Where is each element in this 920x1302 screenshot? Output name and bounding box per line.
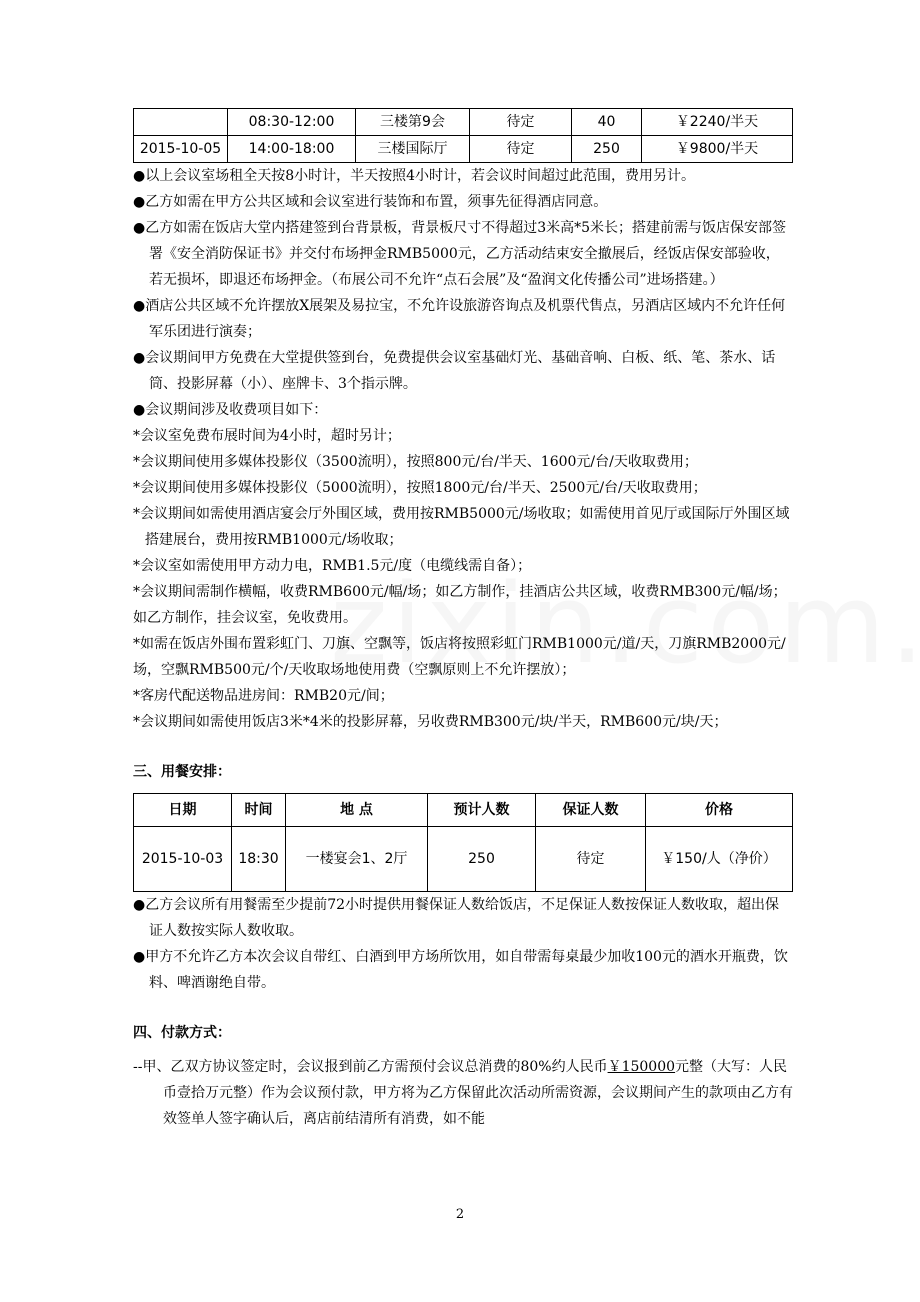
- cell-venue: 三楼第9会: [356, 109, 470, 136]
- fee-item: *客房代配送物品进房间：RMB20元/间；: [133, 688, 394, 704]
- header-price: 价格: [646, 794, 793, 827]
- payment-text-after: 元整（大写：人民币壹拾万元整）作为会议预付款，甲方将为乙方保留此次活动所需资源，会议期间产生的款项由乙方有效签单人签字确认后，离店前结清所有消费，如不能: [163, 1059, 793, 1127]
- note-paragraph: ●以上会议室场租全天按8小时计，半天按照4小时计，若会议时间超过此范围，费用另计。: [133, 168, 696, 184]
- fee-item: *会议室免费布展时间为4小时，超时另计；: [133, 428, 401, 444]
- cell-time: 14:00-18:00: [228, 136, 356, 163]
- section-heading-payment: 四、付款方式：: [133, 1025, 231, 1041]
- header-time: 时间: [232, 794, 286, 827]
- dining-table: [133, 793, 793, 892]
- section-heading-dining: 三、用餐安排：: [133, 764, 231, 780]
- fee-item: *会议期间使用多媒体投影仪（5000流明），按照1800元/台/半天、2500元/台/天收取费用；: [133, 480, 707, 496]
- cell-venue: 三楼国际厅: [356, 136, 470, 163]
- page-number: 2: [455, 1207, 465, 1222]
- cell-price: ￥150/人（净价）: [646, 827, 793, 892]
- fee-item: *如需在饭店外围布置彩虹门、刀旗、空飘等，饭店将按照彩虹门RMB1000元/道/天，刀旗RMB2000元/场，空飘RMB500元/个/天收取场地使用费（空飘原则上不允许摆放）；: [133, 636, 786, 678]
- note-paragraph: ●乙方如需在饭店大堂内搭建签到台背景板，背景板尺寸不得超过3米高*5米长；搭建前需与饭店保安部签署《安全消防保证书》并交付布场押金RMB5000元，乙方活动结束安全撤展后，经饭店保安部验收，若无损坏，即退还布场押金。（布展公司不允许“点石会展”及“盈润文化传播公司”进场搭建。）: [133, 220, 787, 288]
- dining-notes: [133, 892, 793, 996]
- note-paragraph: ●会议期间涉及收费项目如下：: [133, 402, 328, 418]
- cell-date: 2015-10-03: [134, 827, 232, 892]
- schedule-table: [133, 108, 793, 163]
- fee-item: *会议室如需使用甲方动力电，RMB1.5元/度（电缆线需自备）；: [133, 558, 532, 574]
- payment-amount: ￥150000: [607, 1059, 676, 1075]
- header-expected: 预计人数: [428, 794, 536, 827]
- fee-item: *会议期间使用多媒体投影仪（3500流明），按照800元/台/半天、1600元/台/天收取费用；: [133, 454, 698, 470]
- cell-expected: 250: [428, 827, 536, 892]
- cell-count: 250: [572, 136, 642, 163]
- cell-price: ￥2240/半天: [642, 109, 793, 136]
- page-content: [133, 108, 793, 1132]
- fee-list: [133, 423, 793, 735]
- cell-status: 待定: [470, 109, 572, 136]
- note-paragraph: ●乙方会议所有用餐需至少提前72小时提供用餐保证人数给饭店，不足保证人数按保证人数收取，超出保证人数按实际人数收取。: [133, 897, 780, 939]
- fee-item: *会议期间如需使用饭店3米*4米的投影屏幕，另收费RMB300元/块/半天，RMB600元/块/天；: [133, 714, 728, 730]
- cell-guaranteed: 待定: [536, 827, 646, 892]
- note-paragraph: ●会议期间甲方免费在大堂提供签到台，免费提供会议室基础灯光、基础音响、白板、纸、笔、茶水、话筒、投影屏幕（小）、座牌卡、3个指示牌。: [133, 350, 776, 392]
- note-paragraph: ●甲方不允许乙方本次会议自带红、白酒到甲方场所饮用，如自带需每桌最少加收100元的酒水开瓶费，饮料、啤酒谢绝自带。: [133, 949, 788, 991]
- fee-item: *会议期间需制作横幅，收费RMB600元/幅/场；如乙方制作，挂酒店公共区域，收费RMB300元/幅/场；如乙方制作，挂会议室，免收费用。: [133, 584, 787, 626]
- note-paragraph: ●酒店公共区域不允许摆放X展架及易拉宝，不允许设旅游咨询点及机票代售点，另酒店区域内不允许任何军乐团进行演奏；: [133, 298, 786, 340]
- header-date: 日期: [134, 794, 232, 827]
- cell-date: 2015-10-05: [134, 136, 228, 163]
- table-row: [134, 136, 793, 163]
- cell-date: [134, 109, 228, 136]
- header-venue: 地 点: [286, 794, 428, 827]
- table-row: [134, 827, 793, 892]
- fee-item: *会议期间如需使用酒店宴会厅外围区域，费用按RMB5000元/场收取；如需使用首见厅或国际厅外围区域搭建展台，费用按RMB1000元/场收取；: [133, 506, 790, 548]
- cell-status: 待定: [470, 136, 572, 163]
- cell-time: 18:30: [232, 827, 286, 892]
- payment-text-before: --甲、乙双方协议签定时，会议报到前乙方需预付会议总消费的80%约人民币: [133, 1059, 608, 1075]
- cell-price: ￥9800/半天: [642, 136, 793, 163]
- note-paragraph: ●乙方如需在甲方公共区域和会议室进行装饰和布置，须事先征得酒店同意。: [133, 194, 608, 210]
- cell-count: 40: [572, 109, 642, 136]
- table-row: [134, 109, 793, 136]
- cell-time: 08:30-12:00: [228, 109, 356, 136]
- table-header-row: [134, 794, 793, 827]
- cell-venue: 一楼宴会1、2厅: [286, 827, 428, 892]
- venue-notes: [133, 163, 793, 423]
- payment-paragraph: [133, 1054, 793, 1132]
- header-guaranteed: 保证人数: [536, 794, 646, 827]
